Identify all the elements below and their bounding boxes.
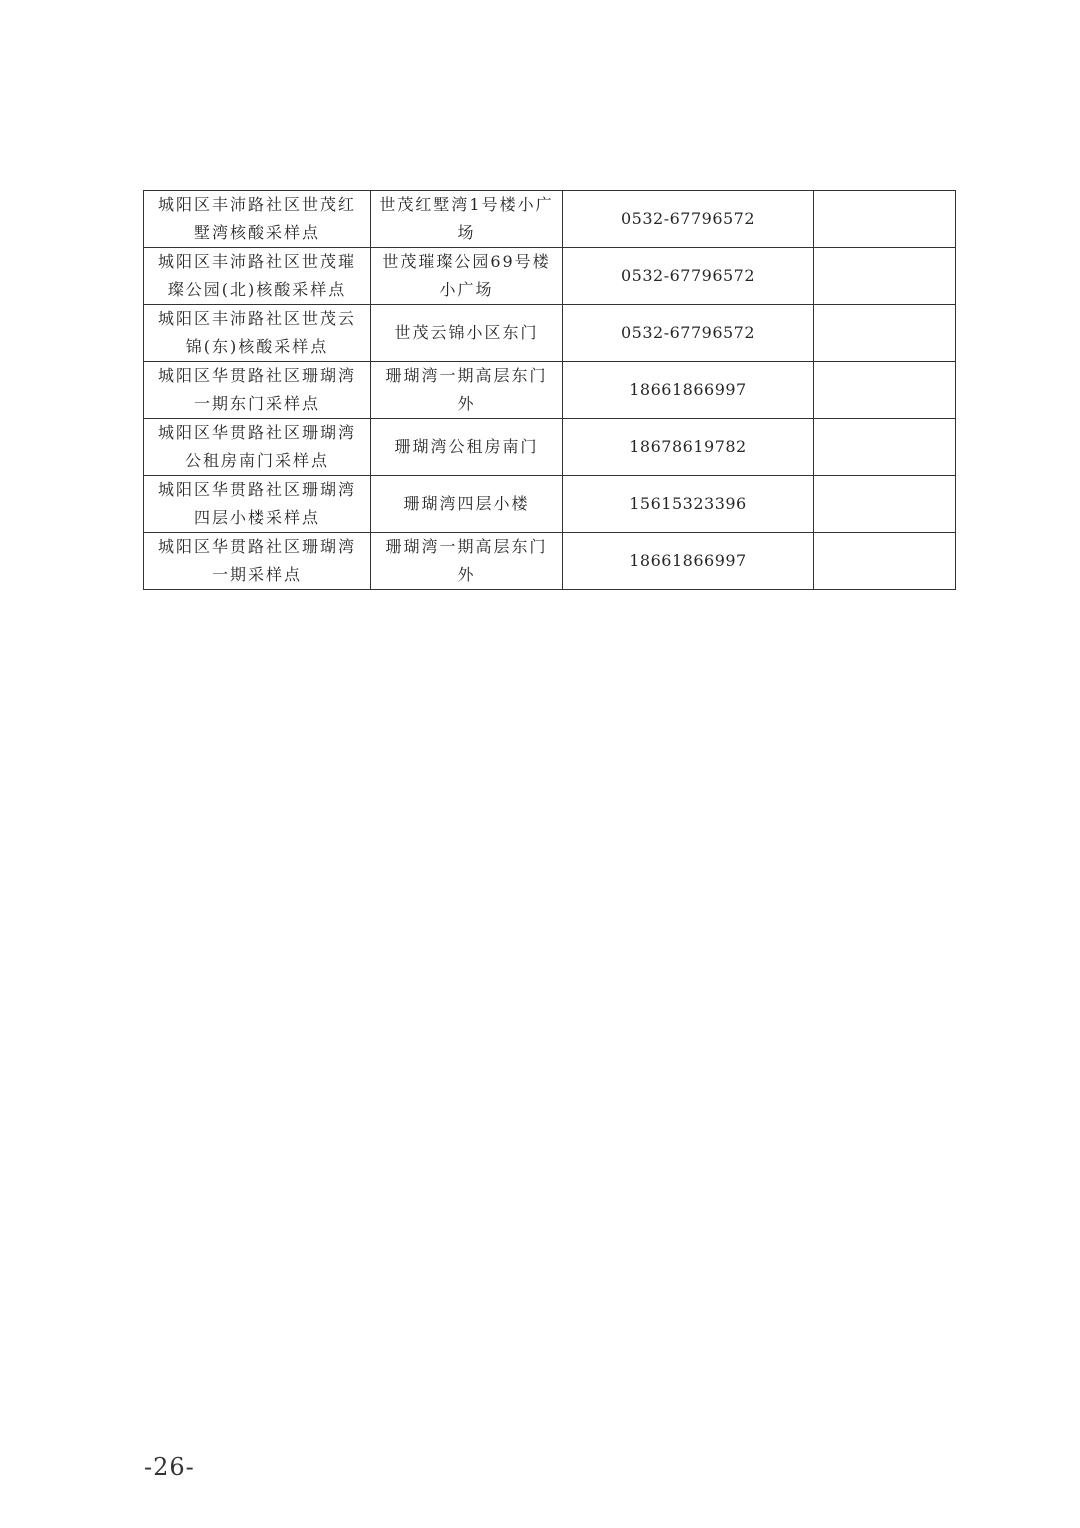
site-phone-cell: 18661866997 [563, 533, 814, 590]
table-row [144, 362, 956, 419]
table-row [144, 248, 956, 305]
site-address-cell: 世茂云锦小区东门 [371, 305, 563, 362]
table-row [144, 305, 956, 362]
site-phone-cell: 0532-67796572 [563, 248, 814, 305]
site-address-cell: 珊瑚湾一期高层东门外 [371, 362, 563, 419]
site-name-cell: 城阳区华贯路社区珊瑚湾一期采样点 [144, 533, 371, 590]
table-row [144, 476, 956, 533]
site-phone-cell: 0532-67796572 [563, 305, 814, 362]
site-address-cell: 珊瑚湾公租房南门 [371, 419, 563, 476]
table-row [144, 533, 956, 590]
site-note-cell [814, 476, 956, 533]
site-name-cell: 城阳区华贯路社区珊瑚湾一期东门采样点 [144, 362, 371, 419]
site-address-cell: 世茂璀璨公园69号楼小广场 [371, 248, 563, 305]
sampling-sites-table [143, 190, 956, 590]
site-name-cell: 城阳区丰沛路社区世茂红墅湾核酸采样点 [144, 191, 371, 248]
table-row [144, 191, 956, 248]
site-name-cell: 城阳区丰沛路社区世茂云锦(东)核酸采样点 [144, 305, 371, 362]
site-note-cell [814, 419, 956, 476]
site-phone-cell: 18661866997 [563, 362, 814, 419]
page-number: -26- [144, 1453, 195, 1481]
site-name-cell: 城阳区华贯路社区珊瑚湾四层小楼采样点 [144, 476, 371, 533]
site-phone-cell: 15615323396 [563, 476, 814, 533]
site-note-cell [814, 533, 956, 590]
site-address-cell: 珊瑚湾一期高层东门外 [371, 533, 563, 590]
site-note-cell [814, 362, 956, 419]
site-note-cell [814, 248, 956, 305]
site-phone-cell: 0532-67796572 [563, 191, 814, 248]
site-name-cell: 城阳区丰沛路社区世茂璀璨公园(北)核酸采样点 [144, 248, 371, 305]
site-note-cell [814, 191, 956, 248]
site-name-cell: 城阳区华贯路社区珊瑚湾公租房南门采样点 [144, 419, 371, 476]
site-address-cell: 珊瑚湾四层小楼 [371, 476, 563, 533]
table-row [144, 419, 956, 476]
site-phone-cell: 18678619782 [563, 419, 814, 476]
site-address-cell: 世茂红墅湾1号楼小广场 [371, 191, 563, 248]
site-note-cell [814, 305, 956, 362]
